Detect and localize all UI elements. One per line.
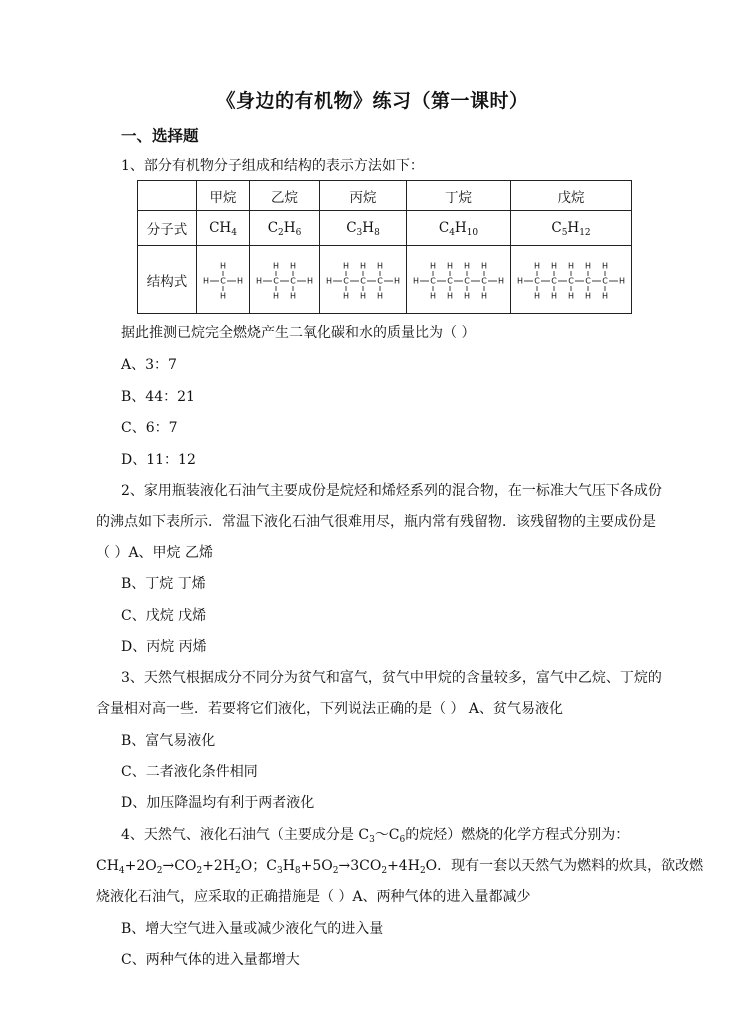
carbon-atom: C [447,276,453,285]
carbon-atom: C [343,276,349,285]
q1-option-c: C、6：7 [121,420,178,436]
hydrogen-atom: H [550,261,558,270]
hydrogen-atom: H [272,291,280,300]
hydrogen-atom: H [376,291,384,300]
hydrogen-atom: H [480,261,488,270]
structure-cell [250,246,320,314]
hydrogen-atom: H [516,276,524,285]
section-heading: 一、选择题 [121,126,199,145]
structural-formula-butane [407,255,510,305]
hydrogen-atom: H [533,261,541,270]
q4-line-2-equations: $CH_4+2O_2\to CO_2+2H_2O$；$C_3H_8+5O_2\to 3CO_2+4H_2O$．现有一套以天然气为燃料的炊具，欲改燃 [96,858,704,876]
structure-cell [407,246,511,314]
structural-formula-methane [197,255,249,305]
formula-cell: $C_2H_6$ [250,211,320,246]
hydrogen-atom: H [219,261,227,270]
carbon-atom: C [220,276,226,285]
table-header-cell: 甲烷 [197,181,250,211]
q3-option-b: B、富气易液化 [121,733,216,749]
table-header-row [138,181,632,211]
hydrogen-atom: H [480,291,488,300]
table-corner-cell [138,181,197,211]
formula-cell: $C_5H_{12}$ [511,211,632,246]
hydrogen-atom: H [255,276,263,285]
q2-option-b: B、丁烷 丁烯 [121,576,206,592]
carbon-atom: C [430,276,436,285]
hydrogen-atom: H [618,276,626,285]
carbon-atom: C [551,276,557,285]
q4-option-c: C、两种气体的进入量都增大 [121,952,300,968]
carbon-atom: C [464,276,470,285]
formula-cell: $C_4H_{10}$ [407,211,511,246]
formula-cell: $C_3H_8$ [320,211,407,246]
q1-option-b: B、44：21 [121,389,195,405]
hydrogen-atom: H [567,261,575,270]
q1-option-d: D、11：12 [121,452,196,468]
structural-formula-ethane [250,255,319,305]
hydrogen-atom: H [550,291,558,300]
hydrogen-atom: H [342,261,350,270]
structure-cell [197,246,250,314]
hydrogen-atom: H [376,261,384,270]
hydrogen-atom: H [497,276,505,285]
q4-line-1: 4、天然气、液化石油气（主要成分是 $C_3\sim C_6$的烷烃）燃烧的化学方程式分别为： [121,827,630,845]
hydrogen-atom: H [463,291,471,300]
carbon-atom: C [602,276,608,285]
carbon-atom: C [360,276,366,285]
hydrogen-atom: H [446,291,454,300]
q3-line-2: 含量相对高一些．若要将它们液化，下列说法正确的是（ ） A、贫气易液化 [96,701,564,717]
hydrogen-atom: H [429,291,437,300]
hydrogen-atom: H [325,276,333,285]
hydrogen-atom: H [567,291,575,300]
hydrogen-atom: H [202,276,210,285]
hydrogen-atom: H [289,291,297,300]
structural-formula-propane [320,255,406,305]
hydrogen-atom: H [359,291,367,300]
q1-stem: 1、部分有机物分子组成和结构的表示方法如下： [121,158,424,174]
structure-cell [320,246,407,314]
page-title: 《身边的有机物》练习（第一课时） [216,90,529,112]
table-row-structure [138,246,632,314]
structure-cell [511,246,632,314]
q1-option-a: A、3：7 [121,357,177,373]
table-row-formula [138,211,632,246]
hydrogen-atom: H [393,276,401,285]
carbon-atom: C [377,276,383,285]
hydrogen-atom: H [219,291,227,300]
hydrogen-atom: H [584,261,592,270]
q4-line-3: 烧液化石油气，应采取的正确措施是（ ）A、两种气体的进入量都减少 [96,889,531,905]
hydrogen-atom: H [446,261,454,270]
carbon-atom: C [273,276,279,285]
hydrogen-atom: H [533,291,541,300]
hydrogen-atom: H [359,261,367,270]
hydrogen-atom: H [342,291,350,300]
hydrogen-atom: H [601,291,609,300]
q3-option-d: D、加压降温均有利于两者液化 [121,795,315,811]
formula-table [137,180,632,314]
q2-option-d: D、丙烷 丙烯 [121,639,207,655]
row-label-formula: 分子式 [138,211,197,246]
q2-line-2: 的沸点如下表所示．常温下液化石油气很难用尽，瓶内常有残留物．该残留物的主要成份是 [96,514,656,530]
carbon-atom: C [534,276,540,285]
structural-formula-pentane [511,255,631,305]
q3-line-1: 3、天然气根据成分不同分为贫气和富气，贫气中甲烷的含量较多，富气中乙烷、丁烷的 [121,670,662,686]
hydrogen-atom: H [463,261,471,270]
q3-option-c: C、二者液化条件相同 [121,764,258,780]
table-header-cell: 戊烷 [511,181,632,211]
table-header-cell: 丁烷 [407,181,511,211]
carbon-atom: C [481,276,487,285]
q2-line-1: 2、家用瓶装液化石油气主要成份是烷烃和烯烃系列的混合物，在一标准大气压下各成份 [121,483,662,499]
q4-option-b: B、增大空气进入量或减少液化气的进入量 [121,921,384,937]
hydrogen-atom: H [236,276,244,285]
q1-prompt: 据此推测已烷完全燃烧产生二氧化碳和水的质量比为（ ） [121,325,476,341]
hydrogen-atom: H [601,261,609,270]
table-header-cell: 丙烷 [320,181,407,211]
hydrogen-atom: H [584,291,592,300]
formula-cell: $CH_4$ [197,211,250,246]
carbon-atom: C [568,276,574,285]
hydrogen-atom: H [429,261,437,270]
table-header-cell: 乙烷 [250,181,320,211]
hydrogen-atom: H [272,261,280,270]
q2-line-3: （ ）A、甲烷 乙烯 [96,545,214,561]
row-label-structure: 结构式 [138,246,197,314]
q2-option-c: C、戊烷 戊烯 [121,608,207,624]
hydrogen-atom: H [306,276,314,285]
carbon-atom: C [290,276,296,285]
carbon-atom: C [585,276,591,285]
hydrogen-atom: H [412,276,420,285]
hydrogen-atom: H [289,261,297,270]
